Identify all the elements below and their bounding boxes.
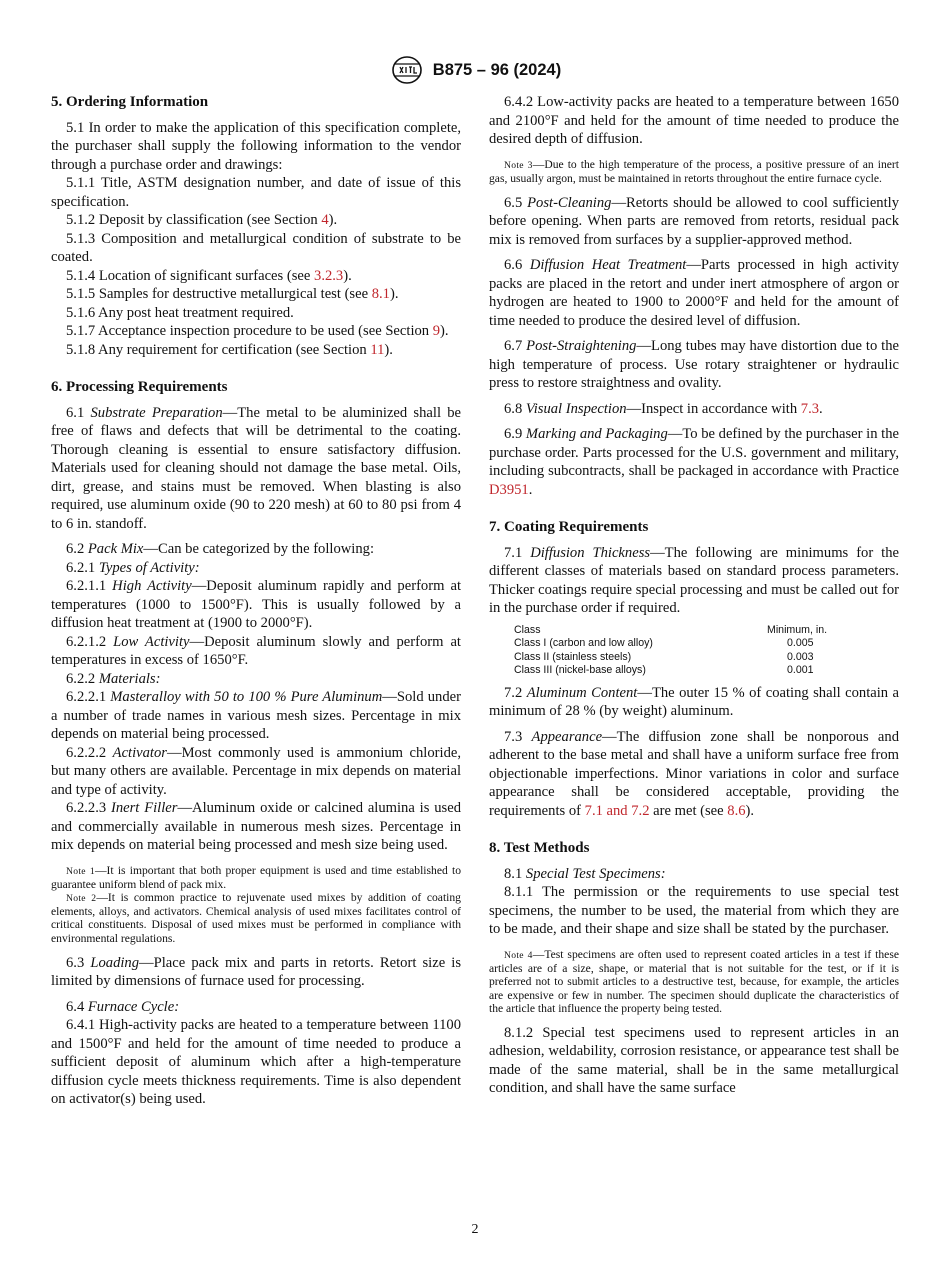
table-header-row	[514, 624, 827, 638]
table-cell-value: 0.003	[787, 650, 814, 663]
para-7-3: 7.3 Appearance—The diffusion zone shall be nonporous and adherent to the base metal and shall have a uniform surface free from objectionable imperfections. Minor variations in color and surface appearance shall be considered acceptable, providing the requirements of 7.1 and 7.2 are met (see 8.6).	[489, 728, 900, 819]
table-cell-class: Class II (stainless steels)	[514, 650, 632, 663]
para-6-3: 6.3 Loading—Place pack mix and parts in retorts. Retort size is limited by dimensions of furnace used for processing.	[51, 954, 462, 990]
para-6-2: 6.2 Pack Mix—Can be categorized by the following:	[66, 541, 374, 557]
para-6-2-2-1: 6.2.2.1 Masteralloy with 50 to 100 % Pure Aluminum—Sold under a number of trade names in various mesh sizes. Percentage in mix depends on material being processed.	[51, 689, 461, 742]
para-5-1-6: 5.1.6 Any post heat treatment required.	[66, 304, 294, 321]
note-2: Note 2—It is common practice to rejuvenate used mixes by addition of coating elements, alloys, and activators. Chemical analysis of used mixes facilitates control of critical constituents. Disposal of used mixes must be performed in compliance with environmental regulations.	[51, 890, 461, 945]
note-1: Note 1—It is important that both proper equipment is used and time established to guarantee uniform blend of pack mix.	[51, 863, 461, 891]
ref-link-7-1-and-7-2[interactable]: 7.1 and 7.2	[584, 802, 650, 819]
para-6-4-2: 6.4.2 Low-activity packs are heated to a temperature between 1650 and 2100°F and held for the amount of time needed to produce the desired depth of diffusion.	[489, 94, 899, 147]
section-5-heading: 5. Ordering Information	[51, 94, 209, 110]
para-6-2-2-3: 6.2.2.3 Inert Filler—Aluminum oxide or calcined alumina is used and commercially available in numerous mesh sizes. Percentage in mix depends on material being processed and mesh size being used.	[51, 800, 461, 853]
ref-link-3-2-3[interactable]: 3.2.3	[314, 267, 344, 284]
para-8-1-1: 8.1.1 The permission or the requirements to use special test specimens, the number to be used, the material from which they are to be made, and their shape and size shall be stated by the purchaser.	[489, 884, 899, 938]
para-6-2-1-1: 6.2.1.1 High Activity—Deposit aluminum rapidly and perform at temperatures (1000 to 1500°F). This is usually followed by a diffusion heat treatment at (1900 to 2000°F).	[51, 578, 462, 631]
left-column	[51, 93, 461, 1109]
para-6-5: 6.5 Post-Cleaning—Retorts should be allowed to cool sufficiently before opening. When parts are removed from retorts, residual pack mix is removed from surfaces by a supplier-approved method.	[489, 194, 900, 248]
table-header-class: Class	[514, 623, 541, 636]
table-cell-class: Class I (carbon and low alloy)	[514, 637, 653, 650]
ref-link-7-3[interactable]: 7.3	[800, 400, 820, 417]
ref-link-section-4[interactable]: 4	[321, 212, 329, 228]
para-7-2: 7.2 Aluminum Content—The outer 15 % of coating shall contain a minimum of 28 % (by weight) aluminum.	[489, 684, 900, 720]
table-row	[514, 637, 827, 651]
astm-logo-icon	[389, 55, 425, 85]
para-6-4: 6.4 Furnace Cycle:	[66, 998, 180, 1015]
section-7-heading: 7. Coating Requirements	[489, 519, 649, 536]
para-6-9: 6.9 Marking and Packaging—To be defined by the purchaser in the purchase order. Parts processed for the U.S. government and military, including subcontracts, shall be packaged in accordance with Practice D3951.	[489, 426, 900, 498]
table-cell-class: Class III (nickel-base alloys)	[514, 664, 646, 677]
para-5-1-1: 5.1.1 Title, ASTM designation number, and date of issue of this specification.	[51, 175, 461, 210]
para-6-8: 6.8 Visual Inspection—Inspect in accordance with 7.3.	[504, 400, 823, 417]
para-8-1: 8.1 Special Test Specimens:	[504, 865, 666, 882]
para-6-4-1: 6.4.1 High-activity packs are heated to a temperature between 1100 and 1500°F and held for the amount of time needed to produce a sufficient deposit of aluminum which after a high-temperature diffusion cycle meets thickness requirements. Time is also dependent on activator(s) being used.	[51, 1017, 461, 1108]
para-6-2-1-2: 6.2.1.2 Low Activity—Deposit aluminum slowly and perform at temperatures in excess of 1650°F.	[51, 633, 461, 668]
table-row	[514, 664, 827, 678]
para-5-1: 5.1 In order to make the application of this specification complete, the purchaser shall supply the following information to the vendor through a purchase order and drawings:	[51, 119, 461, 173]
para-5-1-5: 5.1.5 Samples for destructive metallurgical test (see 8.1).	[66, 286, 399, 302]
para-8-1-2: 8.1.2 Special test specimens used to represent articles in an adhesion, weldability, corrosion resistance, or appearance test shall be made of the same material, shall be in the same metallurgical condition, and shall have the same surface	[489, 1024, 899, 1097]
para-5-1-8: 5.1.8 Any requirement for certification (see Section 11).	[66, 341, 393, 358]
para-6-6: 6.6 Diffusion Heat Treatment—Parts processed in high activity packs are placed in the retort and under inert atmosphere of argon or hydrogen are heated to 1900 to 2000°F and held for the amount of time needed to produce the desired level of diffusion.	[489, 257, 900, 329]
ref-link-section-11[interactable]: 11	[370, 341, 385, 358]
para-6-2-1: 6.2.1 Types of Activity:	[66, 559, 200, 576]
para-5-1-2: 5.1.2 Deposit by classification (see Section 4).	[66, 212, 338, 228]
para-5-1-3: 5.1.3 Composition and metallurgical condition of substrate to be coated.	[51, 230, 461, 265]
page-number: 2	[471, 1222, 479, 1237]
page-header	[0, 55, 950, 85]
table-cell-value: 0.001	[787, 664, 814, 677]
note-4: Note 4—Test specimens are often used to represent coated articles in a test if these articles are of a size, shape, or material that is not suitable for the test, or if it is preferred not to submit articles to a destructive test, because, for example, the articles are expensive or few in number. The specimen should duplicate the characteristics of the article that influence the property being tested.	[489, 947, 899, 1015]
para-6-2-2: 6.2.2 Materials:	[66, 670, 161, 687]
para-5-1-4: 5.1.4 Location of significant surfaces (see 3.2.3).	[66, 267, 352, 284]
note-3: Note 3—Due to the high temperature of the process, a positive pressure of an inert gas, usually argon, must be maintained in retorts throughout the entire furnace cycle.	[489, 157, 899, 185]
para-6-7: 6.7 Post-Straightening—Long tubes may have distortion due to the high temperature of process. Use rotary straightener or hydraulic press to restore straightness and ovality.	[489, 338, 899, 392]
table-row	[514, 651, 827, 665]
para-6-1: 6.1 Substrate Preparation—The metal to be aluminized shall be free of flaws and defects that will be detrimental to the coating. Thorough cleaning is essential to ensure satisfactory diffusion. Materials used for cleaning should not damage the base metal. Oils, dirt, grease, and stains must be removed. When blasting is also required, use aluminum oxide (90 to 220 mesh) at 60 to 80 psi from 4 to 6 in. standoff.	[51, 404, 461, 532]
ref-link-section-9[interactable]: 9	[432, 323, 441, 339]
table-header-minimum: Minimum, in.	[767, 623, 828, 636]
section-6-heading: 6. Processing Requirements	[51, 379, 228, 395]
para-6-2-2-2: 6.2.2.2 Activator—Most commonly used is ammonium chloride, but many others are available. Percentage in mix depends on material and type of activity.	[51, 744, 461, 798]
table-cell-value: 0.005	[787, 637, 814, 650]
thickness-table	[514, 624, 827, 678]
para-7-1: 7.1 Diffusion Thickness—The following are minimums for the different classes of materials based on standard process parameters. Thicker coatings require special processing and must be called out for in the purchase order if required.	[489, 544, 899, 617]
section-8-heading: 8. Test Methods	[489, 840, 590, 857]
ref-link-d3951[interactable]: D3951	[489, 481, 529, 498]
para-5-1-7: 5.1.7 Acceptance inspection procedure to be used (see Section 9).	[66, 323, 449, 339]
ref-link-8-6[interactable]: 8.6	[727, 802, 746, 819]
right-column	[489, 93, 899, 1098]
ref-link-8-1[interactable]: 8.1	[371, 286, 390, 302]
document-designation: B875 – 96 (2024)	[432, 60, 562, 79]
